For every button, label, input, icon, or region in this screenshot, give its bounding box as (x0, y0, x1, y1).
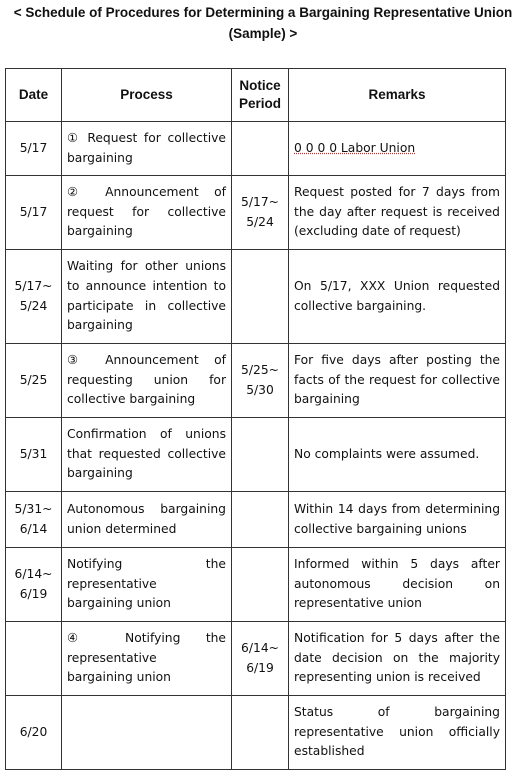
cell-remarks: Within 14 days from determining collective bargaining unions (289, 492, 506, 548)
cell-process: ② Announcement of request for collective bargaining (62, 176, 232, 250)
cell-notice: 5/17~ 5/24 (232, 176, 289, 250)
title-line-1: < Schedule of Procedures for Determining a Bargaining Representative Union (13, 5, 513, 20)
table-row (6, 622, 506, 696)
header-notice-period (232, 69, 289, 122)
table-row (6, 122, 506, 176)
cell-process (62, 696, 232, 770)
cell-notice: 6/14~ 6/19 (232, 622, 289, 696)
cell-date: 5/17 (6, 122, 62, 176)
cell-notice (232, 122, 289, 176)
cell-remarks: Notification for 5 days after the date decision on the majority representing union is received (289, 622, 506, 696)
cell-notice: 5/25~ 5/30 (232, 344, 289, 418)
title-line-2: (Sample) > (228, 26, 298, 41)
table-row (6, 696, 506, 770)
header-notice-line2: Period (238, 96, 281, 111)
cell-process: Confirmation of unions that requested collective bargaining (62, 418, 232, 492)
union-name-text: 0 0 0 0 Labor Union (294, 140, 416, 155)
cell-date (6, 622, 62, 696)
cell-remarks: Status of bargaining representative union officially established (289, 696, 506, 770)
cell-date: 5/17 (6, 176, 62, 250)
cell-notice (232, 250, 289, 344)
cell-remarks: Request posted for 7 days from the day after request is received (excluding date of request) (289, 176, 506, 250)
cell-remarks: No complaints were assumed. (289, 418, 506, 492)
table-row (6, 344, 506, 418)
cell-date: 5/25 (6, 344, 62, 418)
cell-process: ① Request for collective bargaining (62, 122, 232, 176)
header-notice-line1: Notice (239, 78, 281, 93)
cell-process: ④ Notifying the representative bargaining union (62, 622, 232, 696)
cell-date: 5/17~ 5/24 (6, 250, 62, 344)
table-row (6, 250, 506, 344)
schedule-table (5, 68, 506, 770)
table-row (6, 176, 506, 250)
header-row (6, 69, 506, 122)
cell-process: Autonomous bargaining union determined (62, 492, 232, 548)
table-row (6, 548, 506, 622)
cell-remarks: For five days after posting the facts of the request for collective bargaining (289, 344, 506, 418)
header-date: Date (6, 69, 62, 122)
header-process: Process (62, 69, 232, 122)
cell-remarks (289, 122, 506, 176)
cell-notice (232, 548, 289, 622)
cell-remarks: Informed within 5 days after autonomous decision on representative union (289, 548, 506, 622)
cell-process: Notifying the representative bargaining union (62, 548, 232, 622)
cell-date: 6/20 (6, 696, 62, 770)
cell-notice (232, 418, 289, 492)
cell-process: ③ Announcement of requesting union for collective bargaining (62, 344, 232, 418)
cell-date: 6/14~ 6/19 (6, 548, 62, 622)
table-row (6, 418, 506, 492)
cell-notice (232, 696, 289, 770)
cell-date: 5/31~ 6/14 (6, 492, 62, 548)
cell-process: Waiting for other unions to announce intention to participate in collective bargaining (62, 250, 232, 344)
cell-remarks: On 5/17, XXX Union requested collective bargaining. (289, 250, 506, 344)
header-remarks: Remarks (289, 69, 506, 122)
document-title (0, 2, 526, 44)
table-row (6, 492, 506, 548)
cell-date: 5/31 (6, 418, 62, 492)
cell-notice (232, 492, 289, 548)
